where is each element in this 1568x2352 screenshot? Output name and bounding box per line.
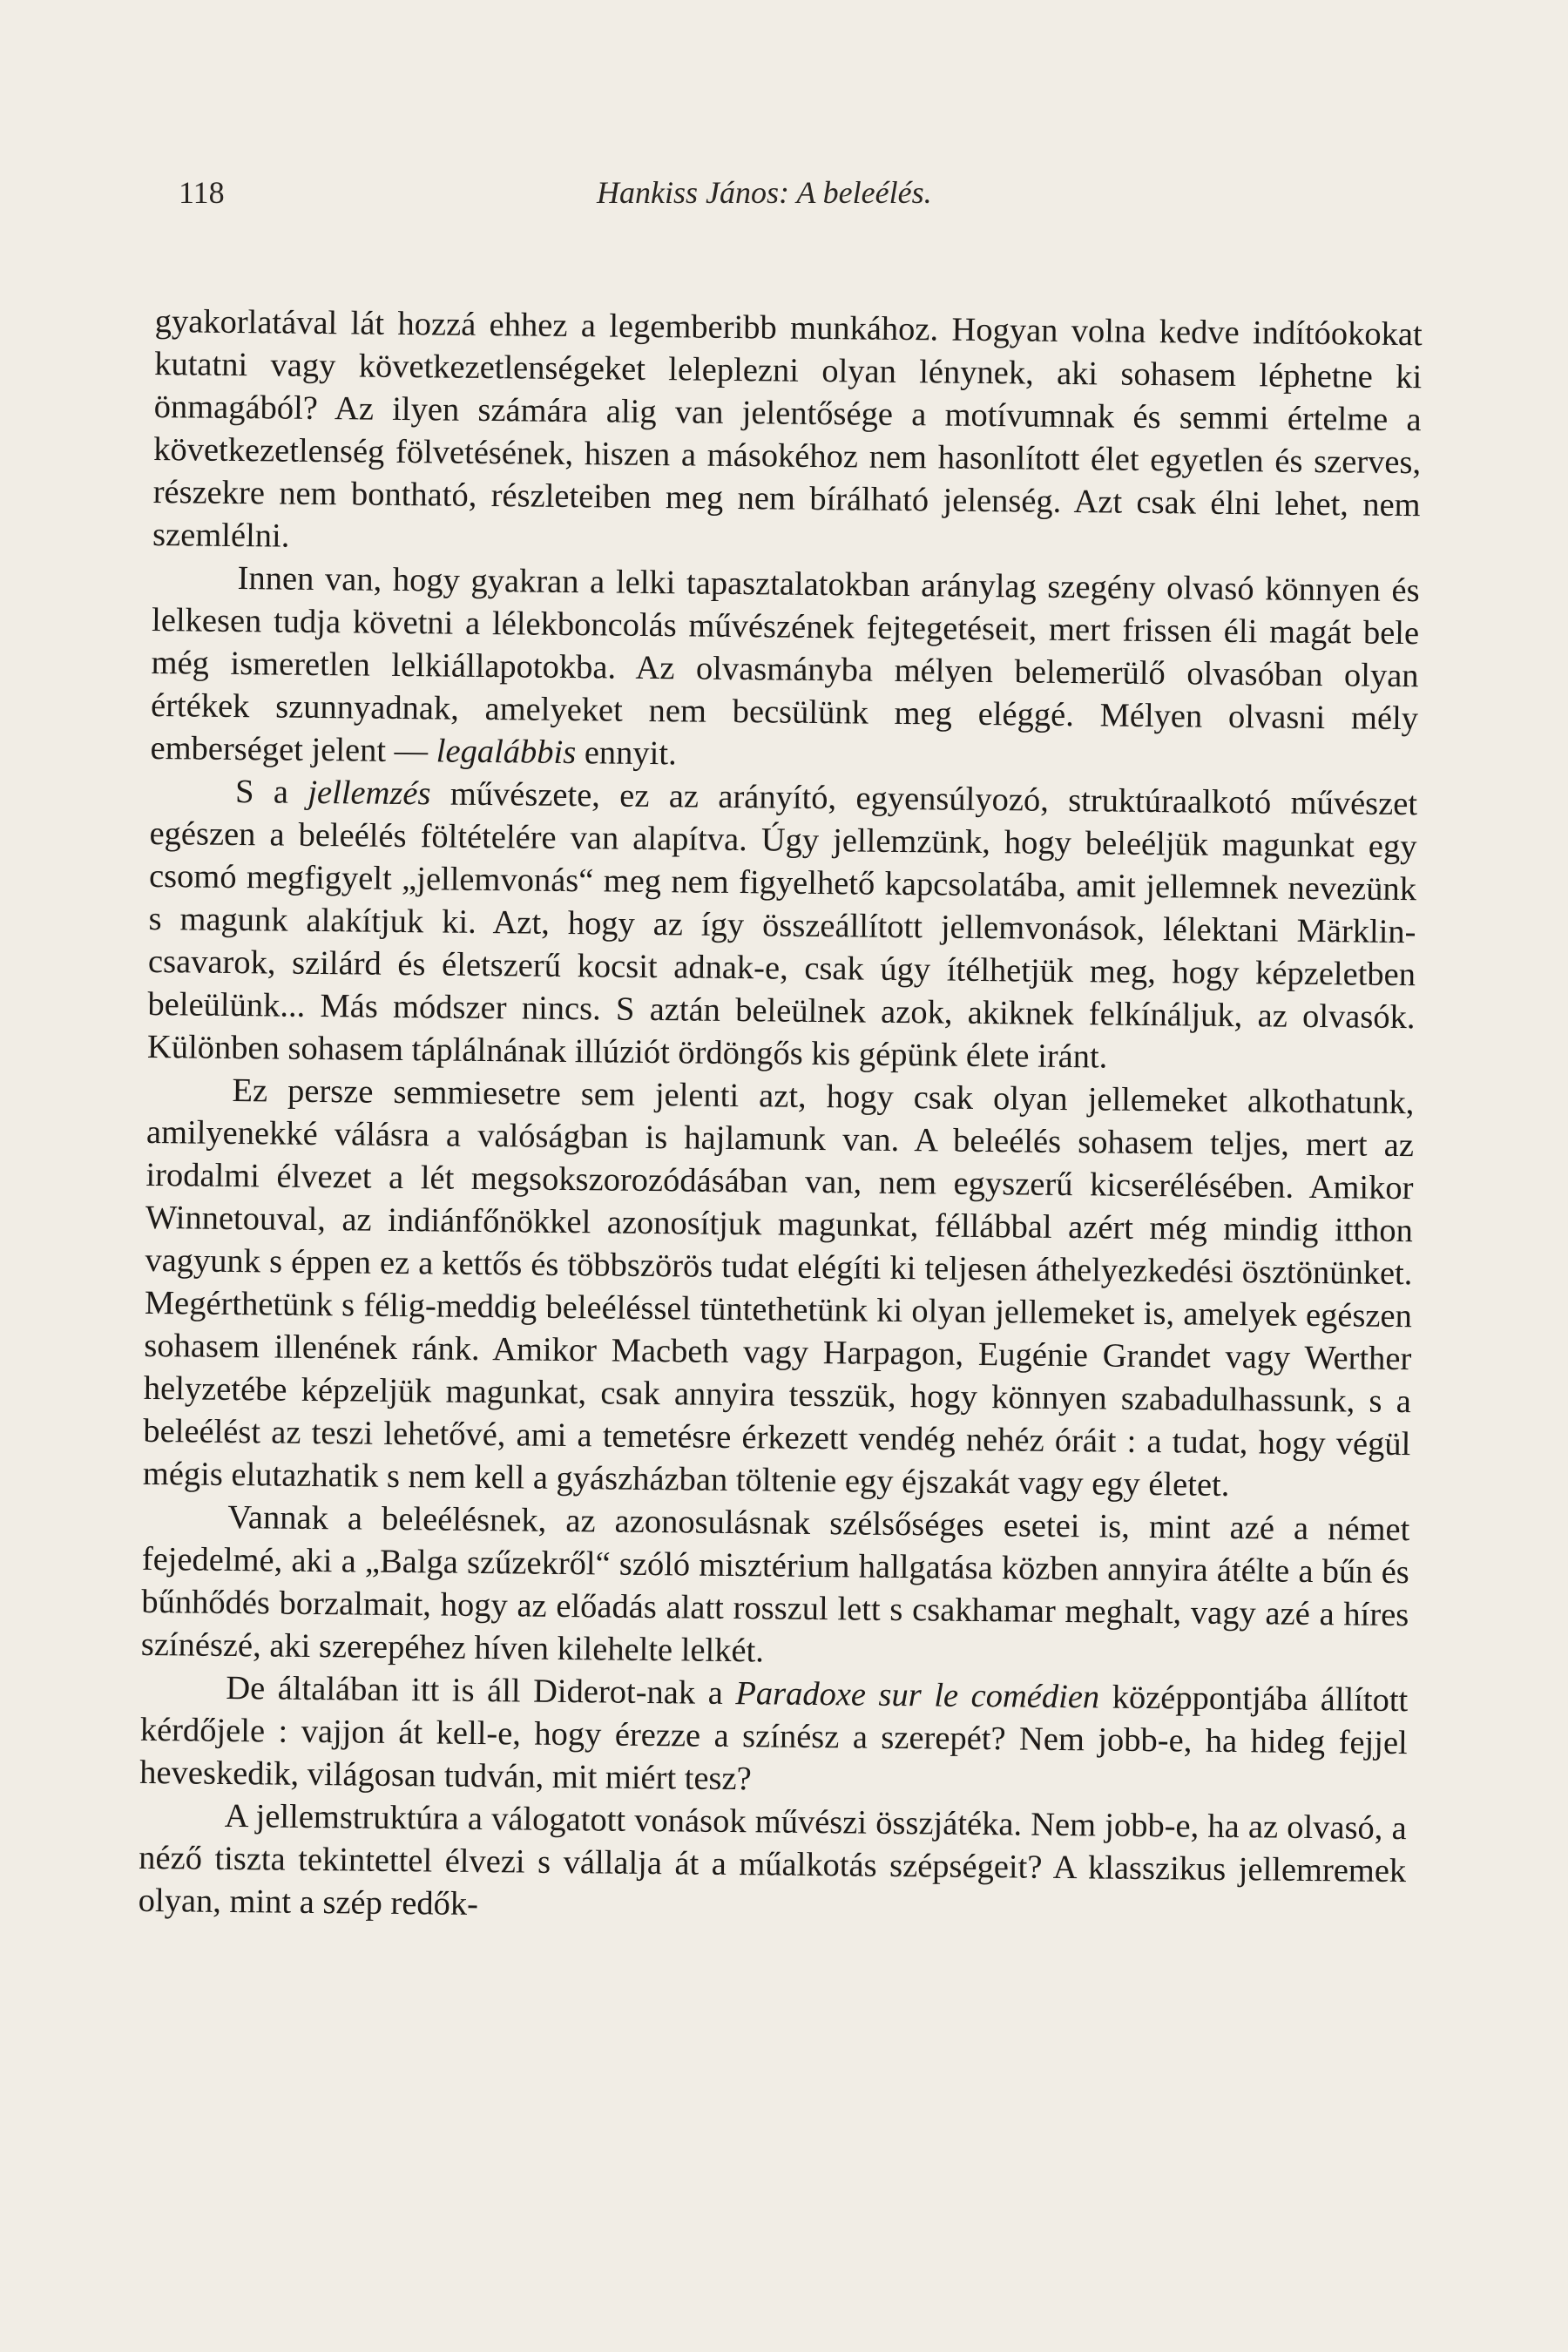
paragraph-3 (147, 770, 1418, 1082)
paragraph-5 (141, 1496, 1410, 1680)
paragraph-text: művészete, ez az arányító, egyensúlyozó, struktúraalkotó művészet egészen a beleélés föltételére van alapítva. Úgy jellemzünk, hogy beleéljük magunkat egy csomó megfigyelt „jellemvonás“ meg nem figyelhető kapcsolatába, amit jellemnek nevezünk s magunk alakítjuk ki. Azt, hogy az így összeállított jellemvonások, lélektani Märklin-csavarok, szilárd és életszerű kocsit adnak-e, csak úgy ítélhetjük meg, hogy képzeletben beleülünk... Más módszer nincs. S aztán beleülnek azok, akiknek felkínáljuk, az olvasók. Különben sohasem táplálnának illúziót ördöngős kis gépünk élete iránt. (146, 775, 1418, 1076)
paragraph-text: A jellemstruktúra a válogatott vonások művészi összjátéka. Nem jobb-e, ha az olvasó, a néző tiszta tekintettel élvezi s vállalja át a műalkotás szépségeit? A klasszikus jellemremek olyan, mint a szép redők- (138, 1797, 1407, 1923)
running-title: Hankiss János: A beleélés. (597, 175, 932, 210)
paragraph-7 (139, 1794, 1407, 1936)
italic-emphasis: jellemzés (308, 774, 431, 813)
paragraph-6 (139, 1666, 1408, 1808)
paragraph-text: Vannak a beleélésnek, az azonosulásnak szélsőséges esetei is, mint azé a német fejedelmé, aki a „Balga szűzekről“ szóló misztérium hallgatása közben annyira átélte a bűn és bűnhődés borzalmait, hogy az előadás alatt rosszul lett s csakhamar meghalt, vagy azé a híres színészé, aki szerepéhez híven kilehelte lelkét. (140, 1498, 1410, 1670)
paragraph-text: középpontjába állított kérdőjele : vajjon át kell-e, hogy érezze a színész a szerepét? Nem jobb-e, ha hideg fejjel heveskedik, világosan tudván, mit miért tesz? (139, 1679, 1409, 1798)
paragraph-text: Innen van, hogy gyakran a lelki tapasztalatokban aránylag szegény olvasó könnyen és lelkesen tudja követni a lélekboncolás művészének fejtegetéseit, mert frissen éli magát bele még ismeretlen lelkiállapotokba. Az olvasmányba mélyen belemerülő olvasóban olyan értékek szunnyadnak, amelyeket nem becsülünk meg eléggé. Mélyen olvasni mély emberséget jelent — (150, 560, 1420, 770)
paragraph-text: gyakorlatával lát hozzá ehhez a legemberibb munkához. Hogyan volna kedve indítóokokat kutatni vagy következetlenségeket leleplezni olyan lénynek, aki sohasem léphetne ki önmagából? Az ilyen számára alig van jelentősége a motívumnak és semmi értelme a következetlenség fölvetésének, hiszen a másokéhoz nem hasonlított élet egyetlen és szerves, részekre nem bontható, részleteiben meg nem bírálható jelenség. Azt csak élni lehet, nem szemlélni. (152, 302, 1423, 555)
paragraph-text: Ez persze semmiesetre sem jelenti azt, hogy csak olyan jellemeket alkothatunk, amilyenekké válásra a valóságban is hajlamunk van. A beleélés sohasem teljes, mert az irodalmi élvezet a lét megsokszorozódásában van, nem egyszerű kicserélésében. Amikor Winnetouval, az indiánfőnökkel azonosítjuk magunkat, féllábbal azért még mindig itthon vagyunk s éppen ez a kettős és többszörös tudat elégíti ki teljesen áthelyezkedési ösztönünket. Megérthetünk s félig-meddig beleéléssel tüntethetünk ki olyan jellemeket is, amelyek egészen sohasem illenének ránk. Amikor Macbeth vagy Harpagon, Eugénie Grandet vagy Werther helyzetébe képzeljük magunkat, csak annyira tesszük, hogy könnyen szabadulhassunk, s a beleélést az teszi lehetővé, ami a temetésre érkezett vendég nehéz óráit : a tudat, hogy végül mégis elutazhatik s nem kell a gyászházban töltenie egy éjszakát vagy egy életet. (142, 1071, 1415, 1504)
italic-emphasis: legalábbis (436, 733, 577, 772)
page-number: 118 (179, 175, 225, 210)
paragraph-text: ennyit. (575, 734, 677, 773)
paragraph-2 (150, 557, 1419, 783)
paragraph-1 (152, 301, 1423, 570)
paragraph-text: S a (234, 773, 308, 811)
italic-title: Paradoxe sur le comédien (735, 1675, 1100, 1716)
paragraph-4 (143, 1069, 1415, 1509)
page-header (179, 174, 1416, 226)
body-text (139, 301, 1423, 1936)
paragraph-text: De általában itt is áll Diderot-nak a (226, 1669, 736, 1713)
